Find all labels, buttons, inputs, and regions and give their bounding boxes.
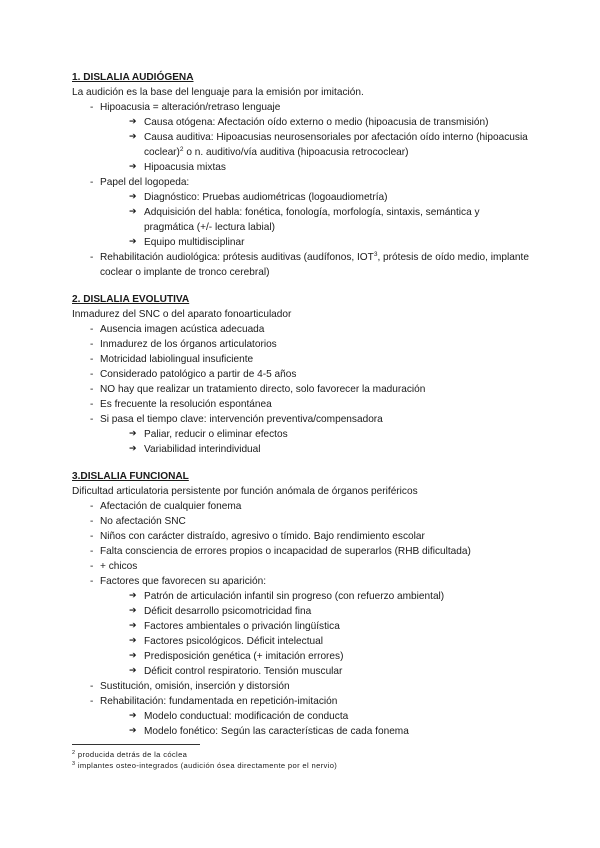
sub-list-item — [100, 190, 532, 205]
arrow-right-icon: ➔ — [129, 711, 137, 721]
item-text: NO hay que realizar un tratamiento directo, solo favorecer la maduración — [100, 384, 426, 395]
sub-item-text: Equipo multidisciplinar — [144, 237, 245, 248]
sub-list-item — [100, 235, 532, 250]
sub-item-text: Variabilidad interindividual — [144, 444, 261, 455]
section-heading: 3.DISLALIA FUNCIONAL — [72, 471, 189, 482]
sub-item-text: Hipoacusia mixtas — [144, 162, 226, 173]
sub-list-item — [100, 664, 532, 679]
list-item — [72, 322, 532, 337]
sub-item-text: Paliar, reducir o eliminar efectos — [144, 429, 288, 440]
sub-list — [100, 589, 532, 679]
sub-item-text: Causa auditiva: Hipoacusias neurosensoriales por afectación oído interno (hipoacusia coclear) — [144, 132, 528, 158]
list-item — [72, 544, 532, 559]
list-item — [72, 100, 532, 175]
sub-item-text: Diagnóstico: Pruebas audiométricas (logoaudiometría) — [144, 192, 388, 203]
sub-list-item — [100, 634, 532, 649]
item-text: Afectación de cualquier fonema — [100, 501, 242, 512]
arrow-right-icon: ➔ — [129, 651, 137, 661]
footnote-number: 2 — [72, 750, 76, 756]
sub-list-item — [100, 427, 532, 442]
arrow-right-icon: ➔ — [129, 621, 137, 631]
item-text: Niños con carácter distraído, agresivo o tímido. Bajo rendimiento escolar — [100, 531, 425, 542]
footnote-ref[interactable]: 2 — [179, 146, 184, 153]
footnote-text: implantes osteo-integrados (audición ósea directamente por el nervio) — [77, 761, 338, 770]
sub-list — [100, 190, 532, 250]
list-item — [72, 574, 532, 679]
sub-list-item — [100, 709, 532, 724]
arrow-right-icon: ➔ — [129, 636, 137, 646]
footnote-ref[interactable]: 3 — [373, 251, 378, 258]
arrow-right-icon: ➔ — [129, 237, 137, 247]
arrow-right-icon: ➔ — [129, 207, 137, 217]
bullet-list — [72, 499, 532, 739]
sub-list-item — [100, 130, 532, 160]
arrow-right-icon: ➔ — [129, 429, 137, 439]
item-text: Papel del logopeda: — [100, 177, 190, 188]
section-intro: Dificultad articulatoria persistente por función anómala de órganos periféricos — [72, 486, 418, 497]
sub-list — [100, 115, 532, 175]
sub-list-item — [100, 724, 532, 739]
arrow-right-icon: ➔ — [129, 606, 137, 616]
item-text: No afectación SNC — [100, 516, 186, 527]
arrow-right-icon: ➔ — [129, 132, 137, 142]
footnote-number: 3 — [72, 761, 76, 767]
sub-item-text: Déficit desarrollo psicomotricidad fina — [144, 606, 312, 617]
sub-item-text: Modelo fonético: Según las características de cada fonema — [144, 726, 409, 737]
sub-item-text: Factores psicológicos. Déficit intelectual — [144, 636, 323, 647]
footnote-divider — [72, 744, 200, 745]
bullet-list — [72, 100, 532, 280]
item-text: Factores que favorecen su aparición: — [100, 576, 267, 587]
list-item — [72, 382, 532, 397]
list-item — [72, 352, 532, 367]
list-item — [72, 367, 532, 382]
item-text: Falta consciencia de errores propios o incapacidad de superarlos (RHB dificultada) — [100, 546, 471, 557]
arrow-right-icon: ➔ — [129, 192, 137, 202]
sub-item-text: Modelo conductual: modificación de conducta — [144, 711, 349, 722]
sub-list — [100, 427, 532, 457]
list-item — [72, 397, 532, 412]
sub-item-text: Factores ambientales o privación lingüística — [144, 621, 340, 632]
sub-list-item — [100, 160, 532, 175]
list-item — [72, 514, 532, 529]
footnote-item — [72, 760, 532, 771]
list-item — [72, 499, 532, 514]
sub-list-item — [100, 442, 532, 457]
item-text: + chicos — [100, 561, 138, 572]
sub-list-item — [100, 205, 532, 235]
footnote-item — [72, 749, 532, 760]
arrow-right-icon: ➔ — [129, 726, 137, 736]
list-item — [72, 679, 532, 694]
item-text: Considerado patológico a partir de 4-5 años — [100, 369, 297, 380]
sub-item-text-cont: o n. auditivo/vía auditiva (hipoacusia retrococlear) — [183, 147, 409, 158]
item-text: Rehabilitación: fundamentada en repetición-imitación — [100, 696, 338, 707]
item-text: Sustitución, omisión, inserción y distorsión — [100, 681, 290, 692]
section-heading: 2. DISLALIA EVOLUTIVA — [72, 294, 190, 305]
section-intro: La audición es la base del lenguaje para la emisión por imitación. — [72, 87, 364, 98]
item-text: Motricidad labiolingual insuficiente — [100, 354, 254, 365]
sub-item-text: Déficit control respiratorio. Tensión muscular — [144, 666, 343, 677]
sub-item-text: Adquisición del habla: fonética, fonología, morfología, sintaxis, semántica y pragmática (+/- lectura labial) — [144, 207, 480, 233]
list-item — [72, 250, 532, 280]
sub-list — [100, 709, 532, 739]
sub-item-text: Patrón de articulación infantil sin progreso (con refuerzo ambiental) — [144, 591, 445, 602]
document-body — [72, 70, 532, 739]
arrow-right-icon: ➔ — [129, 666, 137, 676]
section-dislalia-funcional — [72, 469, 532, 739]
item-text: Inmadurez de los órganos articulatorios — [100, 339, 277, 350]
item-text: Hipoacusia = alteración/retraso lenguaje — [100, 102, 281, 113]
section-heading: 1. DISLALIA AUDIÓGENA — [72, 72, 194, 83]
arrow-right-icon: ➔ — [129, 591, 137, 601]
footnote-text: producida detrás de la cóclea — [77, 750, 188, 759]
item-text-cont: , prótesis de oído medio, implante coclear o implante de tronco cerebral) — [100, 252, 529, 278]
bullet-list — [72, 322, 532, 457]
section-intro: Inmadurez del SNC o del aparato fonoarticulador — [72, 309, 292, 320]
sub-item-text: Predisposición genética (+ imitación errores) — [144, 651, 344, 662]
list-item — [72, 412, 532, 457]
sub-item-text: Causa otógena: Afectación oído externo o medio (hipoacusia de transmisión) — [144, 117, 489, 128]
list-item — [72, 694, 532, 739]
sub-list-item — [100, 589, 532, 604]
list-item — [72, 559, 532, 574]
sub-list-item — [100, 115, 532, 130]
list-item — [72, 337, 532, 352]
arrow-right-icon: ➔ — [129, 162, 137, 172]
item-text: Es frecuente la resolución espontánea — [100, 399, 272, 410]
footnotes — [72, 744, 532, 771]
item-text: Si pasa el tiempo clave: intervención preventiva/compensadora — [100, 414, 383, 425]
item-text: Ausencia imagen acústica adecuada — [100, 324, 265, 335]
sub-list-item — [100, 619, 532, 634]
section-dislalia-audiogena — [72, 70, 532, 280]
arrow-right-icon: ➔ — [129, 117, 137, 127]
sub-list-item — [100, 604, 532, 619]
item-text: Rehabilitación audiológica: prótesis auditivas (audífonos, IOT — [100, 252, 374, 263]
section-dislalia-evolutiva — [72, 292, 532, 457]
list-item — [72, 529, 532, 544]
arrow-right-icon: ➔ — [129, 444, 137, 454]
list-item — [72, 175, 532, 250]
sub-list-item — [100, 649, 532, 664]
